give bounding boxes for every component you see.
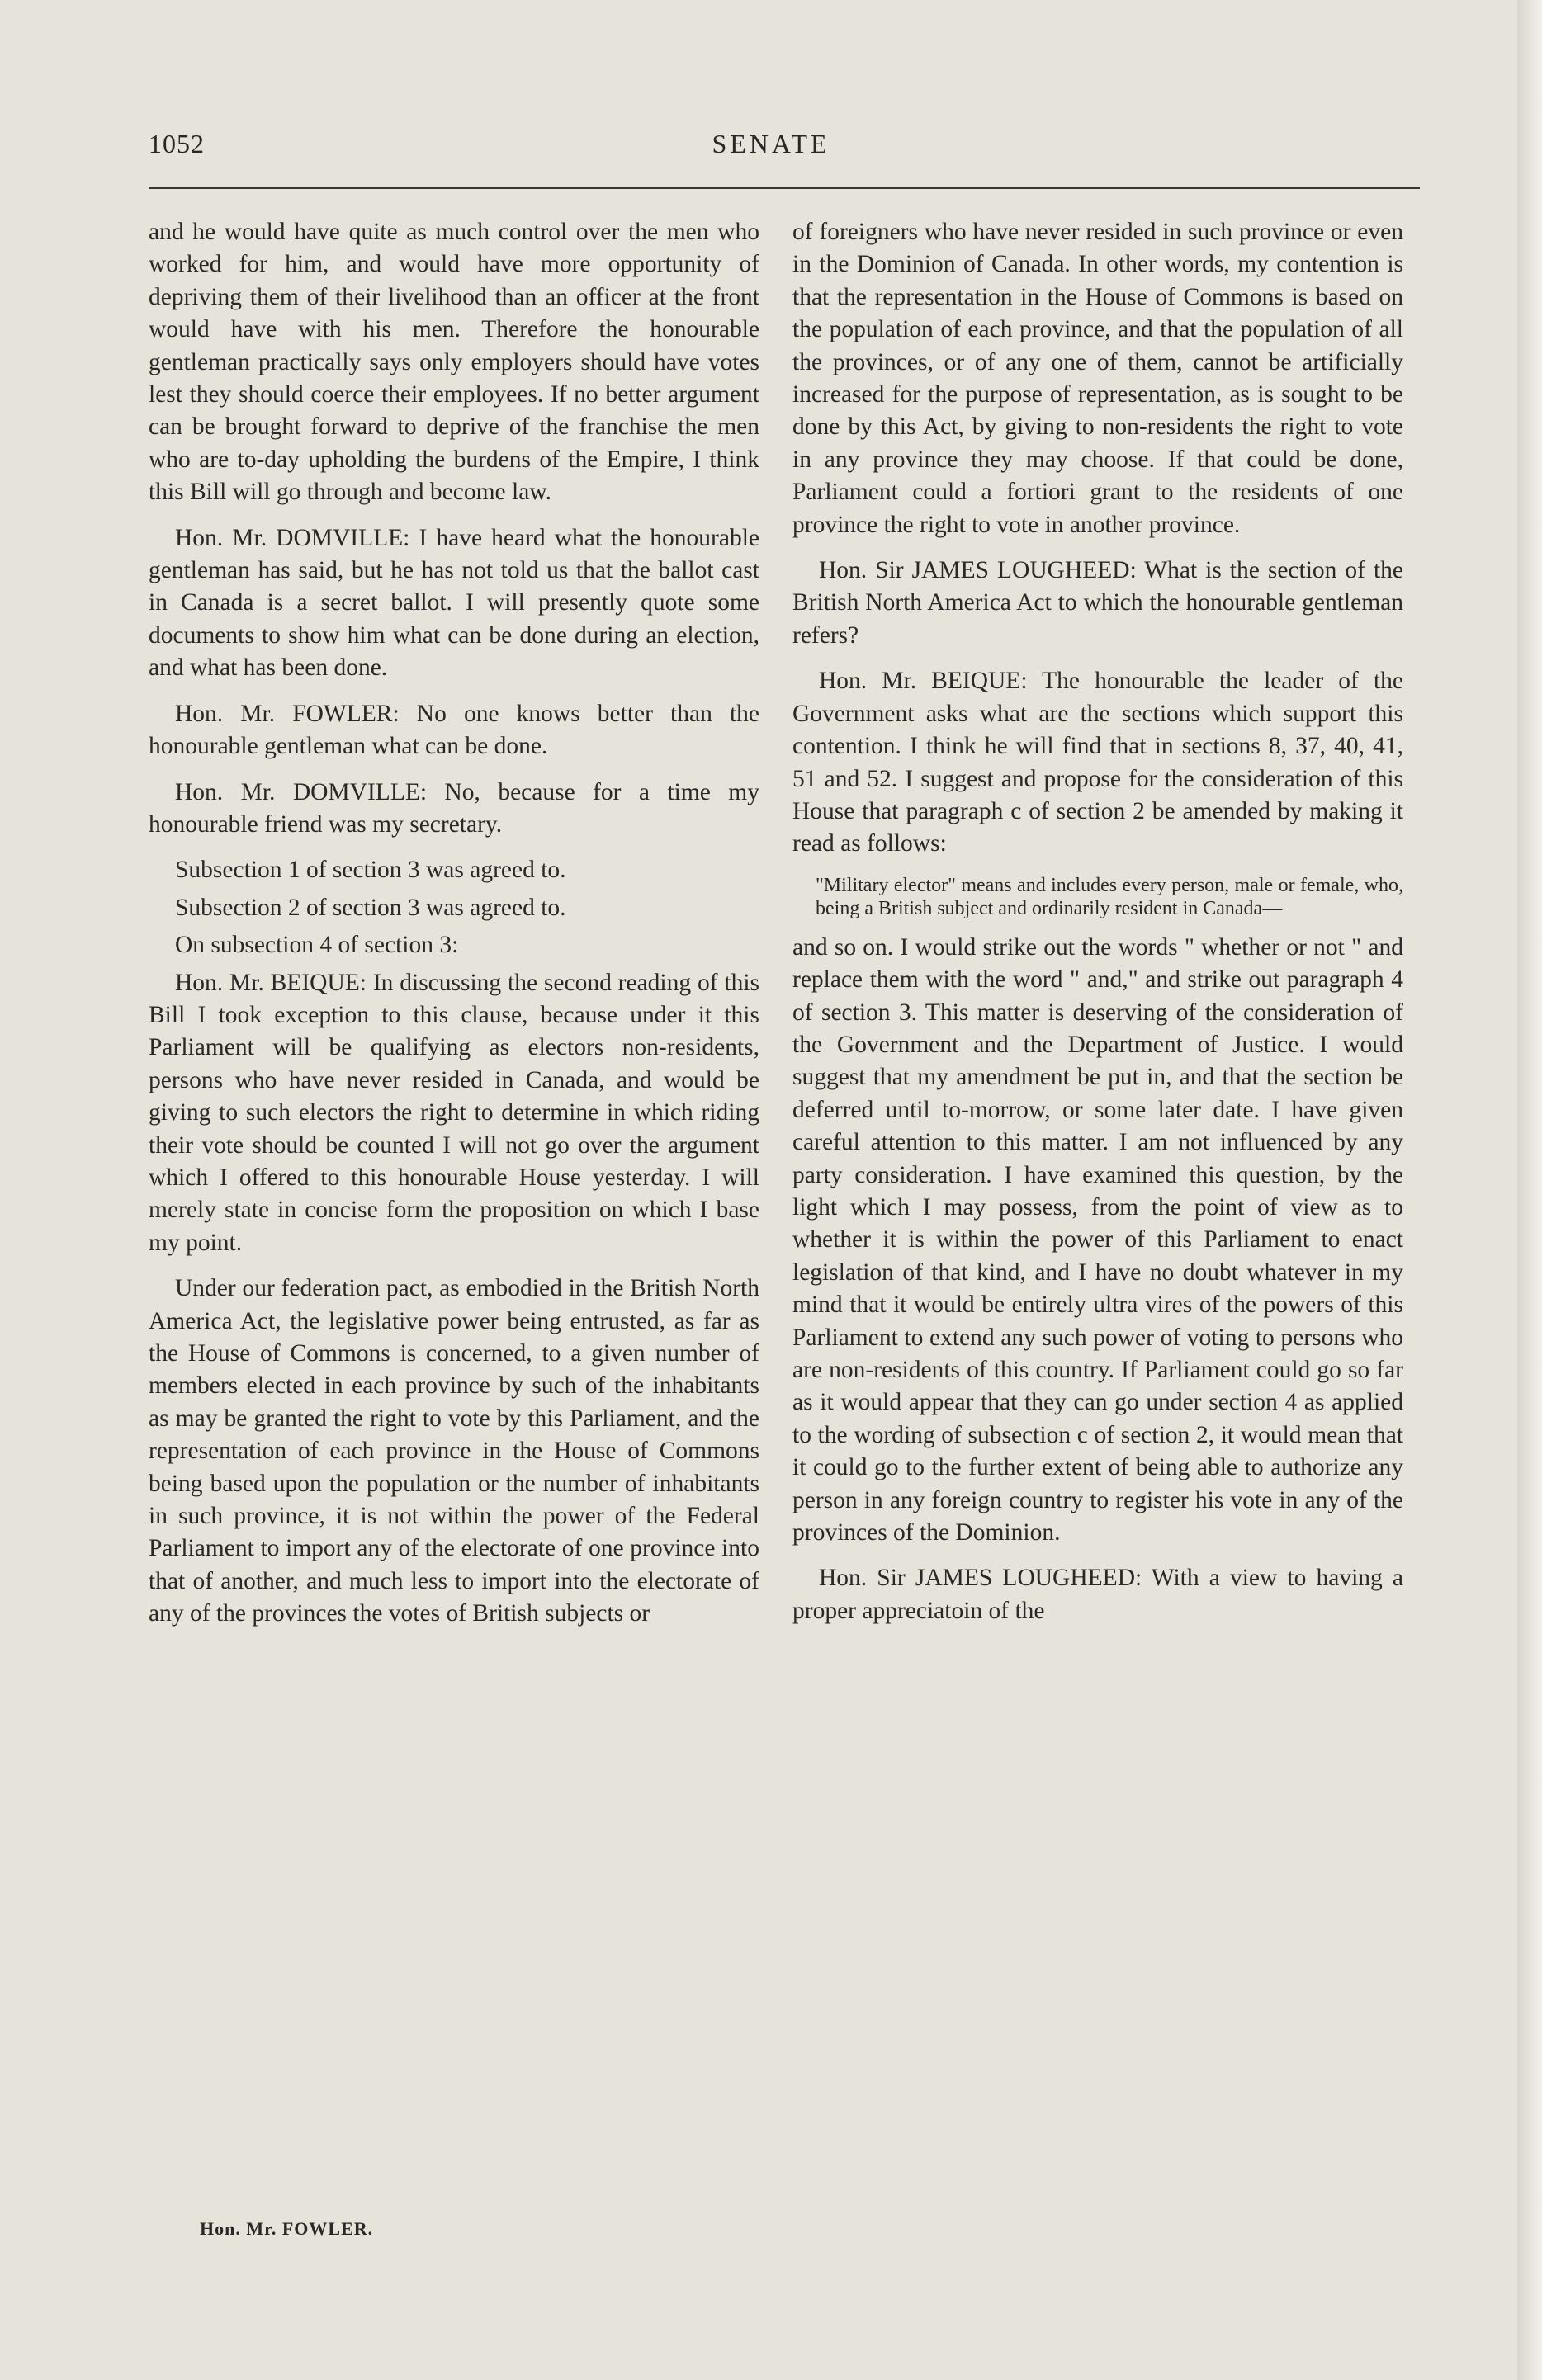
paragraph: Hon. Mr. DOMVILLE: No, because for a time my honourable friend was my secretary. [149,778,759,838]
paragraph: Subsection 2 of section 3 was agreed to. [175,894,566,921]
paragraph: and so on. I would strike out the words " whether or not " and replace them with the word " and," and strike out paragraph 4 of section 3. This matter is deserving of the consideration of the Government and the Department of Justice. I would suggest that my amendment be put in, and that the section be deferred until to-morrow, or some later date. I have given careful attention to this matter. I am not influenced by any party consideration. I have examined this question, by the light which I may possess, from the point of view as to whether it is within the power of this Parliament to enact legislation of that kind, and I have no doubt whatever in my mind that it would be entirely ultra vires of the powers of this Parliament to extend any such power of voting to persons who are non-residents of this country. If Parliament could go so far as it would appear that they can go under section 4 as applied to the wording of subsection c of section 2, it would mean that it could go to the further extent of being able to authorize any person in any foreign country to register his vote in any of the provinces of the Dominion. [792,933,1403,1547]
block-quote: "Military elector" means and includes every person, male or female, who, being a British subject and ordinarily resident in Canada— [816,874,1403,919]
page-number: 1052 [149,129,205,158]
paragraph: Hon. Sir JAMES LOUGHEED: With a view to having a proper appreciatoin of the [792,1565,1403,1624]
left-column [149,216,759,1644]
paragraph: of foreigners who have never resided in such province or even in the Dominion of Canada. In other words, my contention is that the representation in the House of Commons is based on the population of each province, and that the population of all the provinces, or of any one of them, cannot be artificially increased for the purpose of representation, as is sought to be done by this Act, by giving to non-residents the right to vote in any province they may choose. If that could be done, Parliament could a fortiori grant to the residents of one province the right to vote in another province. [792,219,1403,538]
paragraph: Hon. Mr. BEIQUE: In discussing the second reading of this Bill I took exception to this clause, because under it this Parliament will be qualifying as electors non-residents, persons who have never resided in Canada, and would be giving to such electors the right to determine in which riding their vote should be counted I will not go over the argument which I offered to this honourable House yesterday. I will merely state in concise form the proposition on which I base my point. [149,969,759,1256]
paragraph: Under our federation pact, as embodied in the British North America Act, the legislative power being entrusted, as far as the House of Commons is concerned, to a given number of members elected in each province by such of the inhabitants as may be granted the right to vote by this Parliament, and the representation of each province in the House of Commons being based upon the population or the number of inhabitants in such province, it is not within the power of the Federal Parliament to import any of the electorate of one province into that of another, and much less to import into the electorate of any of the provinces the votes of British subjects or [149,1275,759,1627]
paragraph: Hon. Mr. FOWLER: No one knows better than the honourable gentleman what can be done. [149,700,759,760]
running-head: SENATE [712,129,830,158]
speaker-footer-note: Hon. Mr. FOWLER. [200,2218,374,2239]
paragraph: Hon. Mr. DOMVILLE: I have heard what the honourable gentleman has said, but he has not told us that the ballot cast in Canada is a secret ballot. I will presently quote some documents to show him what can be done during an election, and what has been done. [149,524,759,682]
paragraph: and he would have quite as much control over the men who worked for him, and would have more opportunity of depriving them of their livelihood than an officer at the front would have with his men. Therefore the honourable gentleman practically says only employers should have votes lest they should coerce their employees. If no better argument can be brought forward to deprive of the franchise the men who are to-day upholding the burdens of the Empire, I think this Bill will go through and become law. [149,219,759,506]
paragraph: On subsection 4 of section 3: [175,932,459,959]
paragraph: Hon. Sir JAMES LOUGHEED: What is the section of the British North America Act to which the honourable gentleman refers? [792,557,1403,649]
page-edge-shadow [1517,0,1542,2380]
paragraph: Subsection 1 of section 3 was agreed to. [175,857,566,884]
paragraph: Hon. Mr. BEIQUE: The honourable the leader of the Government asks what are the sections which support this contention. I think he will find that in sections 8, 37, 40, 41, 51 and 52. I suggest and propose for the consideration of this House that paragraph c of section 2 be amended by making it read as follows: [792,668,1403,857]
header-rule [149,187,1420,189]
right-column [792,216,1403,1641]
